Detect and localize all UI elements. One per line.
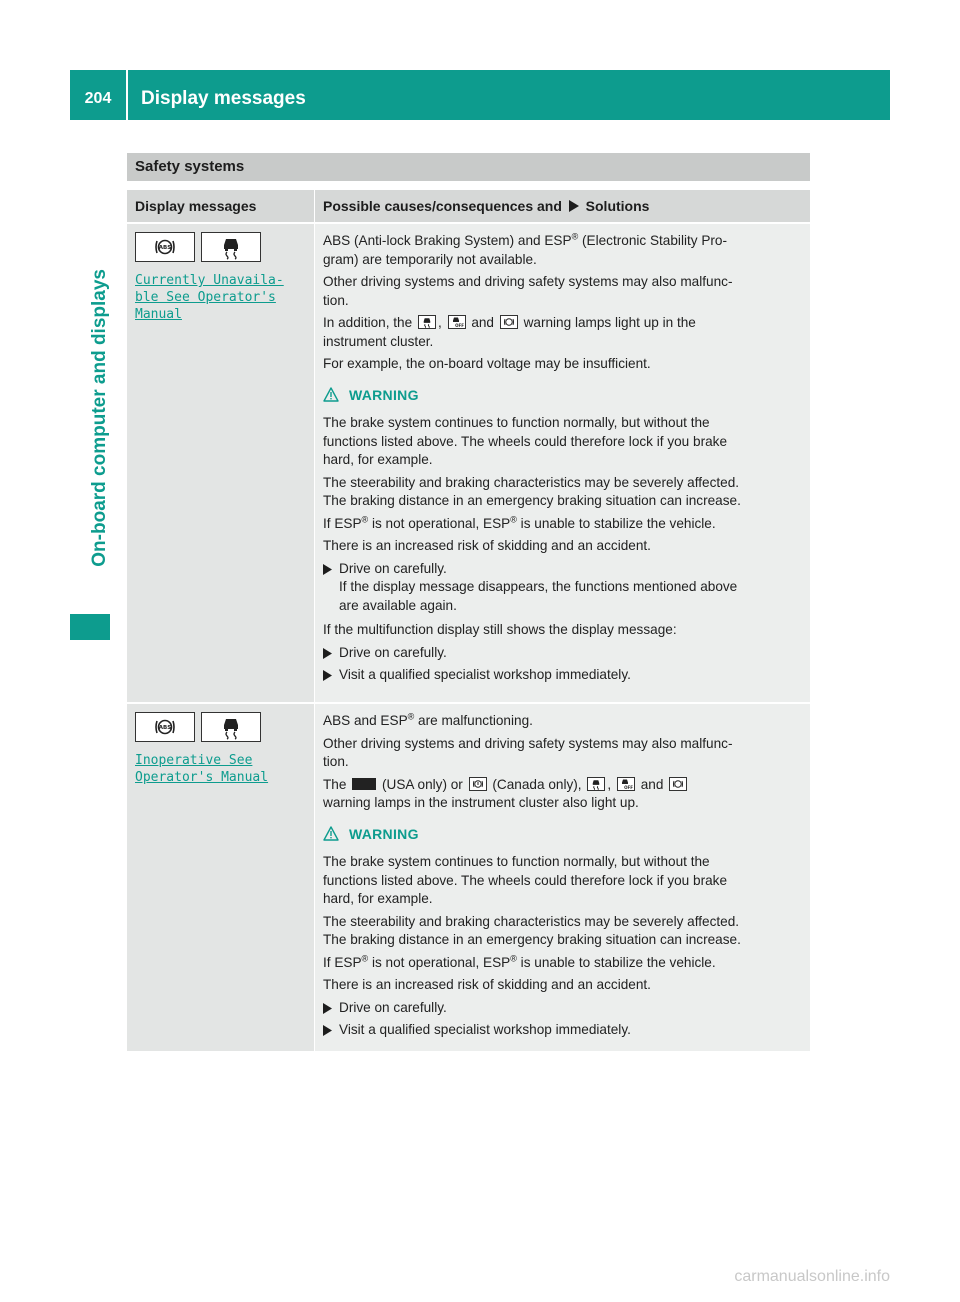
cause-paragraph: [323, 776, 804, 813]
causes-solutions-cell: [315, 224, 810, 702]
column-header-solutions: [315, 190, 810, 222]
display-message-text: Inoperative See Operator's Manual: [135, 753, 269, 785]
cause-text: The: [323, 776, 347, 792]
step-arrow-icon: [323, 1003, 332, 1014]
cause-text: ABS and ESP: [323, 713, 408, 728]
registered-mark: ®: [407, 711, 415, 722]
warning-paragraph: There is an increased risk of skidding and an accident.: [323, 538, 651, 553]
warning-paragraph: The steerability and braking characteristics may be severely affected. The braking distance in an emergency braking situation can increase.: [323, 474, 741, 508]
svg-text:ABS: ABS: [158, 725, 172, 731]
cause-text: warning lamps in the instrument cluster also light up.: [323, 795, 639, 810]
step-arrow-icon: [323, 648, 332, 659]
solution-text: Drive on carefully.: [339, 999, 447, 1015]
cause-text: (USA only) or: [382, 776, 463, 792]
solution-step: [323, 999, 804, 1018]
cause-paragraph: [323, 712, 804, 731]
abs-warning-icon: [669, 777, 687, 791]
watermark-link[interactable]: carmanualsonline.info: [734, 1268, 890, 1285]
warning-paragraph: [323, 954, 804, 973]
cause-paragraph: [323, 314, 804, 351]
header-divider: [126, 70, 128, 120]
warning-text: If ESP: [323, 954, 362, 970]
step-arrow-icon: [323, 670, 332, 681]
cause-paragraph: Other driving systems and driving safety systems may also malfunc- tion.: [323, 274, 733, 308]
column-header-messages: Display messages: [127, 190, 314, 222]
display-message-text: Currently Unavaila‐ ble See Operator's Manual: [135, 273, 284, 322]
warning-paragraph: There is an increased risk of skidding and an accident.: [323, 977, 651, 992]
solution-step: [323, 666, 804, 685]
registered-mark: ®: [510, 952, 517, 963]
display-messages-table: [127, 190, 810, 1051]
warning-heading: [323, 386, 804, 405]
column-header-causes: Possible causes/consequences and: [323, 198, 562, 214]
abs-warning-icon: [500, 315, 518, 329]
warning-label: WARNING: [349, 825, 419, 842]
svg-text:OFF: OFF: [623, 784, 633, 790]
cause-text: (Electronic Stability Pro- gram) are temporarily not available.: [323, 233, 728, 267]
brake-warning-icon: [352, 778, 376, 790]
display-message-cell: [127, 224, 314, 702]
step-arrow-icon: [323, 564, 332, 575]
warning-triangle-icon: [323, 387, 339, 402]
svg-text:OFF: OFF: [454, 323, 464, 328]
registered-mark: ®: [361, 513, 369, 524]
warning-paragraph: The brake system continues to function normally, but without the functions listed above. The wheels could therefore lock if you brake hard, for example.: [323, 415, 728, 467]
brake-circle-icon: [469, 777, 487, 791]
cause-text: ABS (Anti-lock Braking System) and ESP: [323, 233, 572, 248]
warning-text: is not operational, ESP: [368, 954, 511, 970]
cause-paragraph: Other driving systems and driving safety systems may also malfunc- tion.: [323, 735, 733, 769]
esp-skid-icon: [418, 315, 436, 329]
solution-text: Drive on carefully. If the display message disappears, the functions mentioned above are available again.: [339, 560, 738, 613]
cause-text: ,: [437, 315, 442, 330]
warning-text: If ESP: [323, 515, 362, 531]
page-title: Display messages: [141, 88, 306, 109]
esp-off-icon: [448, 315, 466, 329]
solution-arrow-icon: [569, 200, 579, 212]
warning-heading: [323, 825, 804, 844]
chapter-marker: [70, 614, 110, 640]
warning-paragraph: [323, 515, 804, 534]
table-row: [127, 704, 810, 1051]
column-header-solutions-label: Solutions: [585, 198, 650, 214]
warning-paragraph: The steerability and braking characteristics may be severely affected. The braking distance in an emergency braking situation can increase.: [323, 913, 741, 947]
warning-text: is not operational, ESP: [368, 515, 511, 531]
solution-text: Visit a qualified specialist workshop immediately.: [339, 1022, 631, 1037]
warning-triangle-icon: [323, 826, 339, 841]
cause-text: and: [471, 315, 494, 330]
display-message-cell: [127, 704, 314, 1051]
cause-text: In addition, the: [323, 315, 413, 330]
step-arrow-icon: [323, 1025, 332, 1036]
cause-text: ,: [607, 776, 612, 792]
cause-paragraph: [323, 232, 804, 269]
chapter-label: On-board computer and displays: [89, 269, 110, 567]
cause-paragraph: If the multifunction display still shows the display message:: [323, 622, 677, 637]
cause-text: (Canada only),: [492, 776, 582, 792]
cause-text: and: [640, 776, 664, 792]
warning-text: is unable to stabilize the vehicle.: [516, 954, 716, 970]
esp-skid-icon: [201, 232, 261, 262]
section-title: Safety systems: [127, 153, 810, 181]
abs-warning-icon: [135, 712, 195, 742]
esp-skid-icon: [201, 712, 261, 742]
chapter-tab: [88, 228, 112, 608]
warning-text: is unable to stabilize the vehicle.: [516, 515, 716, 531]
abs-warning-icon: [135, 232, 195, 262]
warning-label: WARNING: [349, 386, 419, 403]
solution-step: [323, 644, 804, 663]
svg-text:ABS: ABS: [158, 245, 172, 251]
esp-skid-icon: [587, 777, 605, 791]
registered-mark: ®: [571, 231, 579, 242]
solution-step: [323, 560, 804, 616]
warning-paragraph: The brake system continues to function normally, but without the functions listed above. The wheels could therefore lock if you brake hard, for example.: [323, 854, 728, 906]
solution-step: [323, 1021, 804, 1040]
esp-off-icon: [617, 777, 635, 791]
table-header: [127, 190, 810, 222]
causes-solutions-cell: [315, 704, 810, 1051]
cause-paragraph: For example, the on-board voltage may be insufficient.: [323, 356, 651, 371]
cause-text: warning lamps light up in the instrument cluster.: [323, 315, 696, 349]
cause-text: are malfunctioning.: [414, 713, 533, 728]
page-number: 204: [84, 90, 112, 107]
registered-mark: ®: [361, 952, 369, 963]
table-row: [127, 224, 810, 702]
solution-text: Drive on carefully.: [339, 644, 447, 660]
registered-mark: ®: [510, 513, 517, 524]
solution-text: Visit a qualified specialist workshop immediately.: [339, 667, 631, 682]
